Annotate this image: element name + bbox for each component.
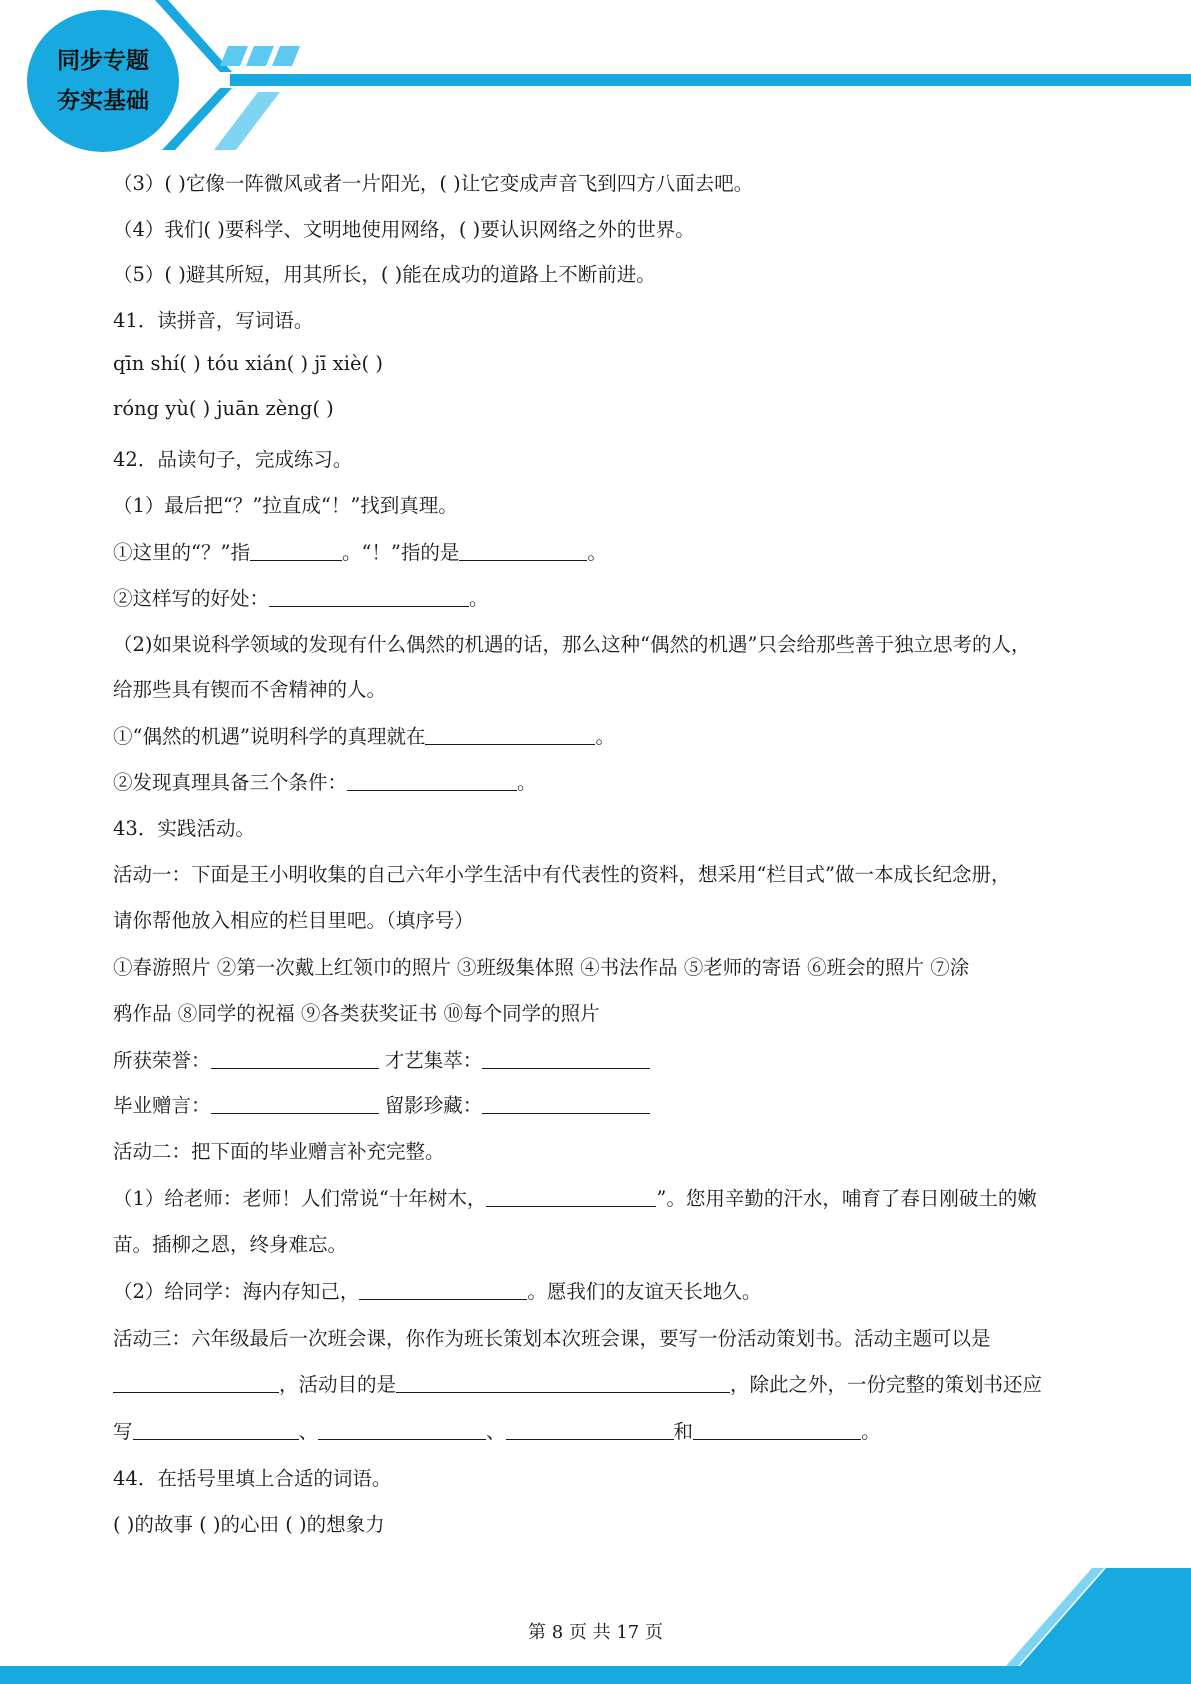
text-line: 请你帮他放入相应的栏目里吧。（填序号）	[113, 909, 474, 932]
text-line: 活动二：把下面的毕业赠言补充完整。	[113, 1140, 445, 1163]
answer-blank[interactable]	[211, 1048, 379, 1069]
answer-blank[interactable]	[133, 1419, 299, 1440]
text-line: 写 、 、 和 。	[113, 1420, 881, 1443]
badge-line-2: 夯实基础	[57, 88, 149, 114]
answer-blank[interactable]	[318, 1419, 486, 1440]
text-line: （2)如果说科学领域的发现有什么偶然的机遇的话，那么这种“偶然的机遇”只会给那些善于独立思考的人，	[113, 633, 1031, 656]
answer-blank[interactable]	[396, 1372, 730, 1393]
badge-line-1: 同步专题	[57, 48, 149, 74]
text-line: 活动一：下面是王小明收集的自己六年小学生活中有代表性的资料，想采用“栏目式”做一本成长纪念册，	[113, 863, 1011, 886]
text-line: 苗。插柳之恩，终身难忘。	[113, 1233, 348, 1256]
text-line: （1）最后把“？”拉直成“！”找到真理。	[113, 494, 458, 517]
text-line: ②这样写的好处： 。	[113, 587, 489, 610]
text-line: ( )的故事 ( )的心田 ( )的想象力	[113, 1513, 385, 1536]
text-line: 41．读拼音，写词语。	[113, 309, 314, 332]
text-line: （1）给老师：老师！人们常说“十年树木， ”。您用辛勤的汗水，哺育了春日刚破土的嫩	[113, 1187, 1037, 1210]
answer-blank[interactable]	[113, 1372, 279, 1393]
answer-blank[interactable]	[347, 770, 517, 791]
text-line: 毕业赠言： 留影珍藏：	[113, 1090, 650, 1118]
answer-blank[interactable]	[211, 1093, 379, 1114]
page-number: 第 8 页 共 17 页	[528, 1622, 663, 1643]
answer-blank[interactable]	[425, 724, 595, 745]
answer-blank[interactable]	[482, 1048, 650, 1069]
text-line: 活动三：六年级最后一次班会课，你作为班长策划本次班会课，要写一份活动策划书。活动主题可以是	[113, 1327, 991, 1350]
text-line: ①“偶然的机遇”说明科学的真理就在 。	[113, 725, 615, 748]
text-line: 44．在括号里填上合适的词语。	[113, 1467, 392, 1490]
answer-blank[interactable]	[693, 1419, 861, 1440]
text-line: 43．实践活动。	[113, 817, 255, 840]
text-line: ①春游照片 ②第一次戴上红领巾的照片 ③班级集体照 ④书法作品 ⑤老师的寄语 ⑥班会的照片 ⑦涂	[113, 956, 970, 979]
text-line: ，活动目的是 ，除此之外，一份完整的策划书还应	[113, 1369, 1042, 1397]
footer-decoration	[0, 1560, 1191, 1684]
text-line: （4）我们( )要科学、文明地使用网络，( )要认识网络之外的世界。	[113, 218, 695, 241]
text-line: （3）( )它像一阵微风或者一片阳光，( )让它变成声音飞到四方八面去吧。	[113, 172, 754, 195]
header-badge	[27, 10, 179, 152]
text-line: ①这里的“？”指 。“！”指的是 。	[113, 541, 607, 564]
text-line: róng yù( ) juān zèng( )	[113, 397, 334, 420]
text-line: 给那些具有锲而不舍精神的人。	[113, 678, 387, 701]
answer-blank[interactable]	[250, 540, 342, 561]
text-line: （2）给同学：海内存知己， 。愿我们的友谊天长地久。	[113, 1280, 762, 1303]
text-line: （5）( )避其所短，用其所长，( )能在成功的道路上不断前进。	[113, 263, 656, 286]
answer-blank[interactable]	[486, 1186, 656, 1207]
answer-blank[interactable]	[506, 1419, 674, 1440]
answer-blank[interactable]	[482, 1093, 650, 1114]
text-line: qīn shí( ) tóu xián( ) jī xiè( )	[113, 352, 383, 375]
text-line: ②发现真理具备三个条件： 。	[113, 771, 537, 794]
text-line: 所获荣誉： 才艺集萃：	[113, 1045, 650, 1073]
text-line: 鸦作品 ⑧同学的祝福 ⑨各类获奖证书 ⑩每个同学的照片	[113, 1002, 600, 1025]
text-line: 42．品读句子，完成练习。	[113, 448, 353, 471]
answer-blank[interactable]	[269, 586, 469, 607]
answer-blank[interactable]	[359, 1279, 527, 1300]
answer-blank[interactable]	[459, 540, 587, 561]
